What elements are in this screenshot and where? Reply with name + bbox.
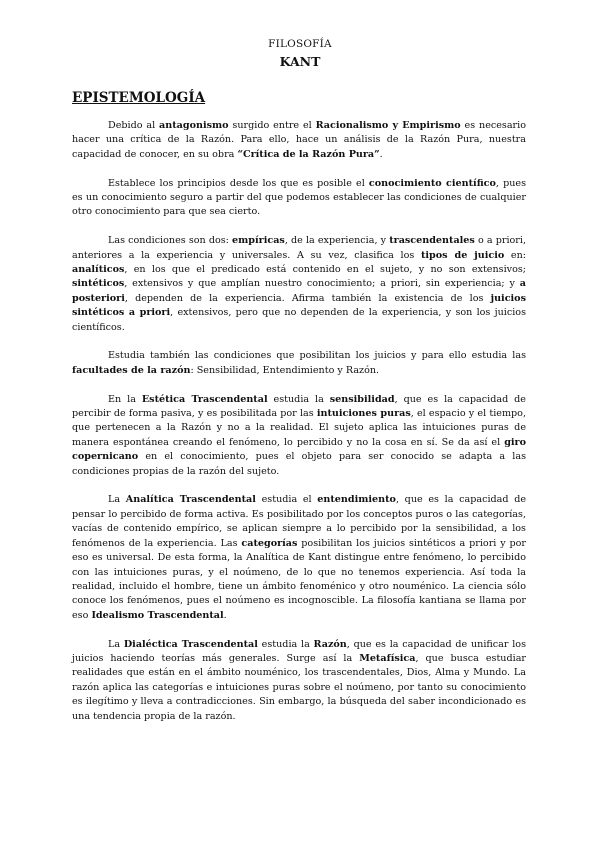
text-run: , dependen de la experiencia. Afirma también la existencia de los [124, 292, 491, 304]
text-run: en el conocimiento, pues el objeto para ser conocido se adapta a las condiciones propias de la razón del sujeto. [72, 451, 526, 477]
text-run: Las condiciones son dos: [108, 235, 233, 247]
text-run: Debido al [108, 120, 160, 131]
text-run: surgido entre el [228, 120, 316, 131]
text-run: , que es la capacidad de percibir de forma pasiva, y es posibilitada por las [72, 393, 526, 420]
bold-term: tipos de juicio [420, 249, 505, 261]
text-run: , que es la capacidad de pensar lo percibido de forma activa. Es posibilitado por los conceptos puros o las categorías, vacías de contenido empírico, se aplican siempre a lo percibido por la sensibilidad, a los fenómenos de la experiencia. Las [72, 494, 527, 549]
bold-term: sensibilidad [329, 393, 395, 405]
bold-term: “Crítica de la Razón Pura” [237, 148, 380, 160]
bold-term: Estética Trascendental [141, 393, 268, 405]
paragraph [72, 349, 526, 378]
text-run: , que busca estudiar realidades que están en el ámbito nouménico, los trascendentales, Dios, Alma y Mundo. La razón aplica las categorías e intuiciones puras sobre el noúmeno, por tanto su conocimiento es ilegítimo y lleva a contradicciones. Sin embargo, la búsqueda del saber incondicionado es una tendencia propia de la razón. [72, 652, 526, 722]
text-run: , que es la capacidad de unificar los juicios haciendo teorías más generales. Surge así la [72, 638, 526, 664]
bold-term: Racionalismo y Empirismo [315, 120, 461, 131]
text-run: es necesario hacer una crítica de la Razón. Para ello, hace un análisis de la Razón Pura, nuestra capacidad de conocer, en su obra [72, 120, 526, 160]
text-run: En la [108, 393, 142, 405]
section-title: EPISTEMOLOGÍA [72, 90, 206, 106]
text-run: estudia el [255, 494, 318, 506]
text-run: Estudia también las condiciones que posibilitan los juicios y para ello estudia las [108, 350, 526, 362]
bold-term: giro copernicano [72, 436, 526, 463]
paragraph [72, 638, 526, 724]
bold-term: Idealismo Trascendental [91, 609, 224, 621]
paragraph [72, 393, 526, 479]
text-run: Establece los principios desde los que es posible el [108, 177, 369, 189]
text-run: , en los que el predicado está contenido en el sujeto, y no son extensivos; [124, 264, 526, 276]
document-body [72, 119, 526, 738]
text-run: . [223, 609, 227, 621]
text-run: en: [504, 249, 527, 261]
bold-term: a posteriori [72, 278, 526, 304]
bold-term: Analítica Trascendental [125, 494, 256, 506]
text-run: , extensivos, pero que no dependen de la experiencia, y son los juicios científicos. [72, 307, 526, 333]
text-run: La [108, 638, 124, 650]
paragraph [72, 493, 526, 623]
bold-term: juicios sintéticos a priori [72, 292, 526, 319]
bold-term: entendimiento [317, 494, 396, 506]
bold-term: Metafísica [359, 652, 416, 664]
bold-term: categorías [241, 537, 298, 549]
text-run: , de la experiencia, y [284, 235, 390, 247]
text-run: estudia la [267, 393, 330, 405]
bold-term: antagonismo [159, 120, 229, 131]
text-run: . [379, 148, 383, 160]
bold-term: trascendentales [389, 235, 475, 247]
bold-term: intuiciones puras [316, 408, 411, 420]
bold-term: Razón [313, 638, 347, 650]
paragraph [72, 234, 526, 335]
text-run: estudia la [257, 638, 314, 650]
bold-term: analíticos [72, 264, 125, 276]
bold-term: sintéticos [72, 278, 125, 290]
header-author: KANT [279, 54, 321, 69]
text-run: La [108, 494, 126, 506]
text-run: , pues es un conocimiento seguro a partir del que podemos establecer las condiciones de cualquier otro conocimiento para que sea cierto. [72, 177, 526, 218]
text-run: , extensivos y que amplían nuestro conocimiento; a priori, sin experiencia; y [124, 278, 520, 290]
bold-term: facultades de la razón [72, 364, 191, 376]
header-subject: FILOSOFÍA [268, 38, 332, 50]
bold-term: conocimiento científico [368, 177, 496, 189]
text-run: posibilitan los juicios sintéticos a priori y por eso es universal. De esta forma, la Analítica de Kant distingue entre fenómeno, lo percibido con las intuiciones puras, y el noúmeno, de lo que no tenemos experiencia. Así toda la realidad, incluido el hombre, tiene un ámbito fenoménico y otro nouménico. La ciencia sólo conoce los fenómenos, pues el noúmeno es incognoscible. La filosofía kantiana se llama por eso [72, 537, 526, 621]
text-run: : Sensibilidad, Entendimiento y Razón. [190, 364, 380, 376]
paragraph [72, 119, 526, 162]
bold-term: Dialéctica Trascendental [123, 638, 258, 650]
text-run: , el espacio y el tiempo, que pertenecen a la Razón y no a la realidad. El sujeto aplica las intuiciones puras de manera espontánea creando el fenómeno, lo percibido y no la cosa en sí. Se da así el [72, 408, 527, 448]
bold-term: empíricas [232, 235, 285, 247]
paragraph [72, 177, 526, 220]
text-run: o a priori, anteriores a la experiencia y universales. A su vez, clasifica los [72, 235, 526, 261]
